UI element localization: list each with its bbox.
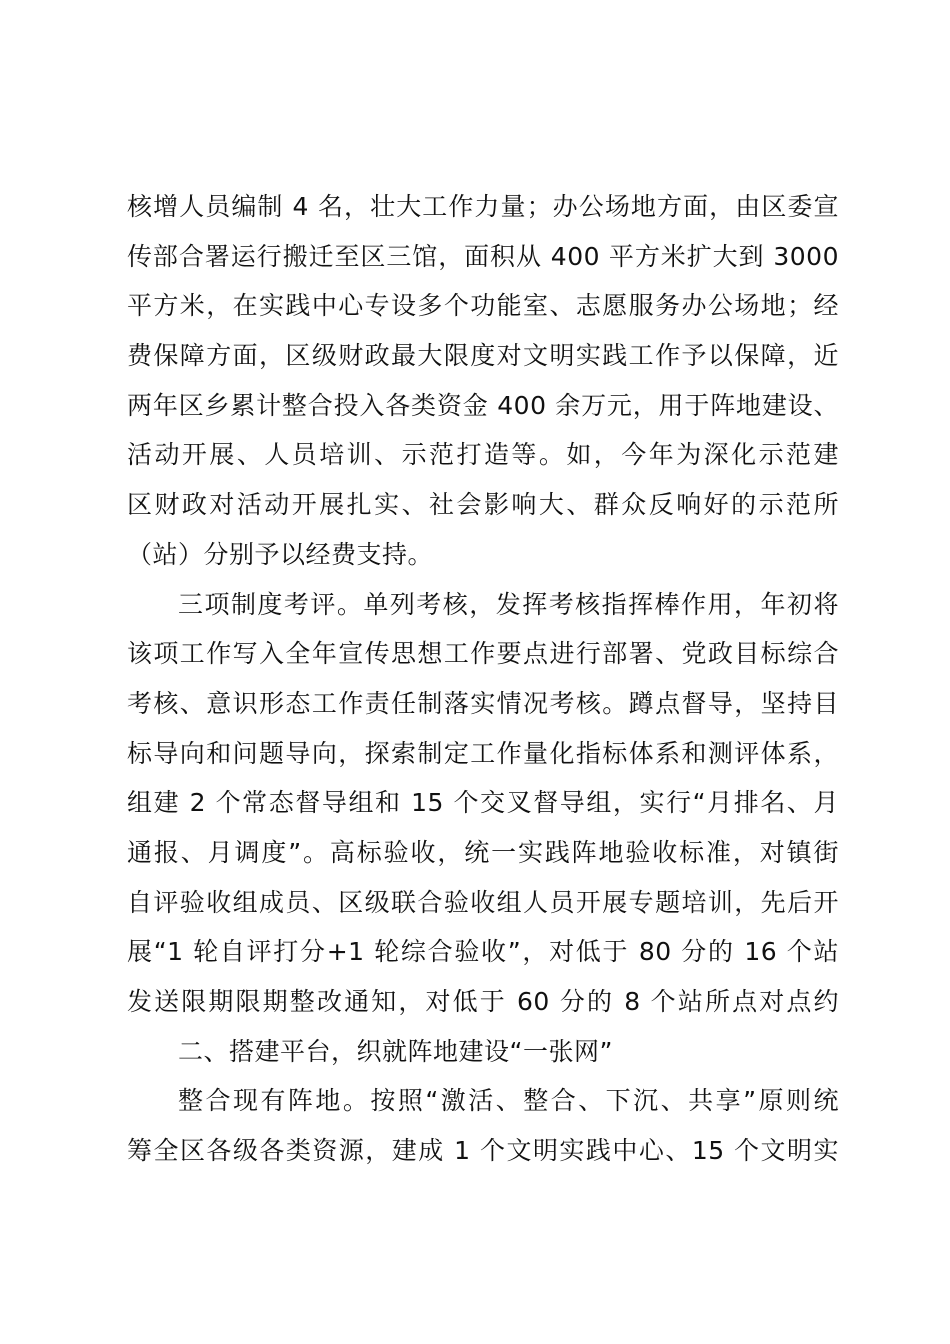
text-line: 标导向和问题导向，探索制定工作量化指标体系和测评体系， — [127, 738, 839, 768]
text-line: 自评验收组成员、区级联合验收组人员开展专题培训，先后开 — [127, 887, 839, 917]
text-line: 发送限期限期整改通知，对低于 60 分的 8 个站所点对点约 — [127, 987, 839, 1016]
text-line: 考核、意识形态工作责任制落实情况考核。蹲点督导，坚持目 — [127, 688, 839, 718]
text-line: 组建 2 个常态督导组和 15 个交叉督导组，实行“月排名、月 — [127, 788, 839, 818]
text-line: 活动开展、人员培训、示范打造等。如，今年为深化示范建 — [127, 440, 839, 470]
text-line: 通报、月调度”。高标验收，统一实践阵地验收标准，对镇街 — [127, 837, 839, 867]
text-line: 二、搭建平台，织就阵地建设“一张网” — [178, 1036, 613, 1066]
body-text — [127, 182, 839, 1176]
text-line: 两年区乡累计整合投入各类资金 400 余万元，用于阵地建设、 — [127, 390, 839, 420]
text-line: （站）分别予以经费支持。 — [127, 539, 434, 569]
text-line: 三项制度考评。单列考核，发挥考核指挥棒作用，年初将 — [178, 589, 839, 619]
text-line: 该项工作写入全年宣传思想工作要点进行部署、党政目标综合 — [127, 639, 839, 669]
text-line: 整合现有阵地。按照“激活、整合、下沉、共享”原则统 — [178, 1086, 839, 1116]
text-line: 筹全区各级各类资源，建成 1 个文明实践中心、15 个文明实 — [127, 1136, 839, 1166]
text-line: 核增人员编制 4 名，壮大工作力量；办公场地方面，由区委宣 — [127, 192, 839, 221]
text-line: 区财政对活动开展扎实、社会影响大、群众反响好的示范所 — [127, 490, 839, 520]
text-line: 平方米，在实践中心专设多个功能室、志愿服务办公场地；经 — [127, 291, 839, 321]
text-line: 费保障方面，区级财政最大限度对文明实践工作予以保障，近 — [127, 341, 839, 371]
text-line: 传部合署运行搬迁至区三馆，面积从 400 平方米扩大到 3000 — [127, 241, 839, 271]
text-line: 展“1 轮自评打分+1 轮综合验收”，对低于 80 分的 16 个站 — [127, 937, 839, 967]
